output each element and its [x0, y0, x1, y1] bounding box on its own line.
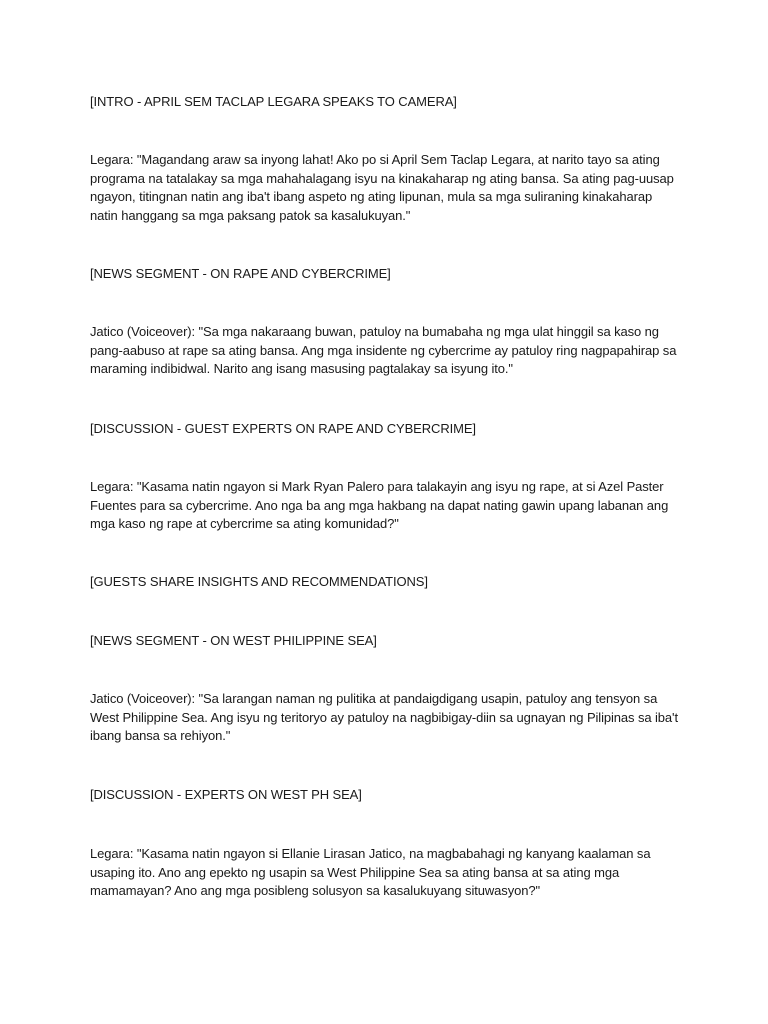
rape-cybercrime-voiceover-paragraph: Jatico (Voiceover): "Sa mga nakaraang buwan, patuloy na bumabaha ng mga ulat hinggil sa kaso ng pang-aabuso at rape sa ating bansa. Ang mga insidente ng cybercrime ay patuloy ring nagpapahirap sa maraming indibidwal. Narito ang isang masusing pagtalakay sa isyung ito." — [90, 324, 677, 376]
news-segment-rape-cybercrime-heading: [NEWS SEGMENT - ON RAPE AND CYBERCRIME] — [90, 266, 391, 281]
news-segment-west-philippine-sea-heading: [NEWS SEGMENT - ON WEST PHILIPPINE SEA] — [90, 633, 377, 648]
intro-heading: [INTRO - APRIL SEM TACLAP LEGARA SPEAKS TO CAMERA] — [90, 94, 457, 109]
west-philippine-sea-voiceover-paragraph: Jatico (Voiceover): "Sa larangan naman ng pulitika at pandaigdigang usapin, patuloy ang tensyon sa West Philippine Sea. Ang isyu ng teritoryo ay patuloy na nagbibigay-diin sa ugnayan ng Pilipinas sa iba't ibang bansa sa rehiyon." — [90, 691, 678, 743]
rape-cybercrime-discussion-paragraph: Legara: "Kasama natin ngayon si Mark Ryan Palero para talakayin ang isyu ng rape, at si Azel Paster Fuentes para sa cybercrime. Ano nga ba ang mga hakbang na dapat nating gawin upang labanan ang mga kaso ng rape at cybercrime sa ating komunidad?" — [90, 479, 669, 531]
discussion-rape-cybercrime-heading: [DISCUSSION - GUEST EXPERTS ON RAPE AND CYBERCRIME] — [90, 421, 476, 436]
guests-insights-heading: [GUESTS SHARE INSIGHTS AND RECOMMENDATIONS] — [90, 574, 428, 589]
discussion-west-ph-sea-heading: [DISCUSSION - EXPERTS ON WEST PH SEA] — [90, 787, 362, 802]
west-ph-sea-discussion-paragraph: Legara: "Kasama natin ngayon si Ellanie Lirasan Jatico, na magbabahagi ng kanyang kaalaman sa usaping ito. Ano ang epekto ng usapin sa West Philippine Sea sa ating bansa at sa ating mga mamamayan? Ano ang mga posibleng solusyon sa kasalukuyang situwasyon?" — [90, 846, 651, 898]
intro-paragraph: Legara: "Magandang araw sa inyong lahat! Ako po si April Sem Taclap Legara, at narito tayo sa ating programa na tatalakay sa mga mahahalagang isyu na kinakaharap ng ating bansa. Sa ating pag-uusap ngayon, titingnan natin ang iba't ibang aspeto ng ating lipunan, mula sa mga suliraning kinakaharap natin hanggang sa mga paksang patok sa kasalukuyan." — [90, 152, 674, 223]
